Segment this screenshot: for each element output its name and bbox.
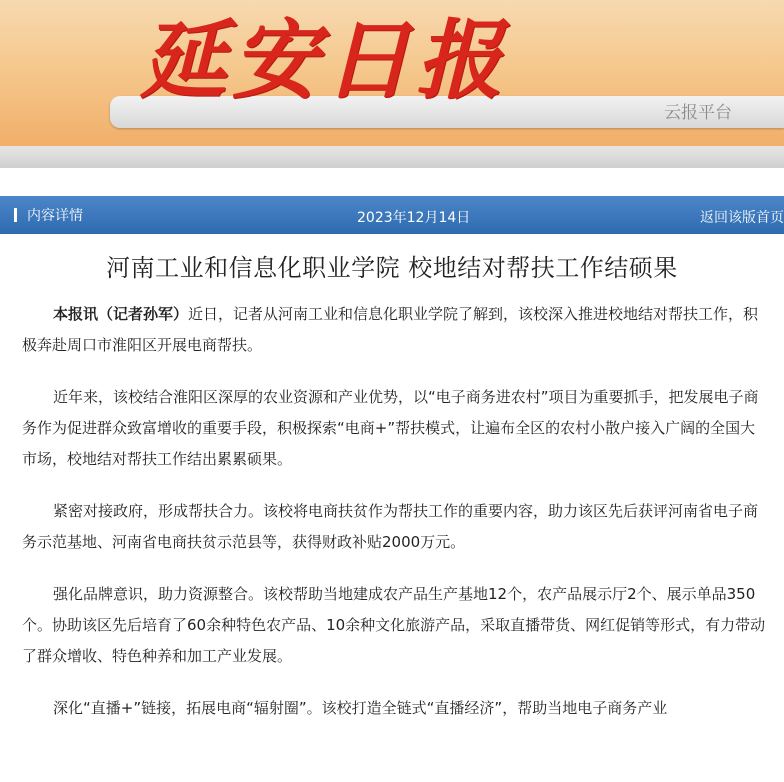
article-paragraph: 强化品牌意识，助力资源整合。该校帮助当地建成农产品生产基地12个，农产品展示厅2个、展示单品350个。协助该区先后培育了60余种特色农产品、10余种文化旅游产品，采取直播带货、网红促销等形式，有力带动了群众增收、特色种养和加工产业发展。 xyxy=(22,585,766,665)
section-marker-icon xyxy=(14,208,17,222)
section-label xyxy=(14,205,83,225)
article-paragraph-lead xyxy=(22,299,768,361)
back-to-page-link[interactable]: 返回该版首页 xyxy=(700,210,784,226)
newspaper-logo: 延安日报 xyxy=(140,10,508,111)
lead-text: 近日，记者从河南工业和信息化职业学院了解到，该校深入推进校地结对帮扶工作，积极奔赴周口市淮阳区开展电商帮扶。 xyxy=(22,305,759,354)
article-paragraph: 近年来，该校结合淮阳区深厚的农业资源和产业优势，以“电子商务进农村”项目为重要抓手，把发展电子商务作为促进群众致富增收的重要手段，积极探索“电商+”帮扶模式，让遍布全区的农村小散户接入广阔的全国大市场，校地结对帮扶工作结出累累硕果。 xyxy=(22,388,759,468)
article-paragraph: 紧密对接政府，形成帮扶合力。该校将电商扶贫作为帮扶工作的重要内容，助力该区先后获评河南省电子商务示范基地、河南省电商扶贫示范县等，获得财政补贴2000万元。 xyxy=(22,502,759,551)
masthead xyxy=(0,0,784,168)
platform-label: 云报平台 xyxy=(664,103,732,123)
issue-date: 2023年12月14日 xyxy=(357,210,471,226)
masthead-divider xyxy=(0,146,784,168)
article xyxy=(0,248,784,724)
section-label-text: 内容详情 xyxy=(27,208,83,224)
nav-bar xyxy=(0,196,784,234)
article-paragraph: 深化“直播+”链接，拓展电商“辐射圈”。该校打造全链式“直播经济”，帮助当地电子商务产业 xyxy=(53,699,668,717)
article-title: 河南工业和信息化职业学院 校地结对帮扶工作结硕果 xyxy=(106,254,678,282)
byline: 本报讯（记者孙军） xyxy=(53,305,189,323)
